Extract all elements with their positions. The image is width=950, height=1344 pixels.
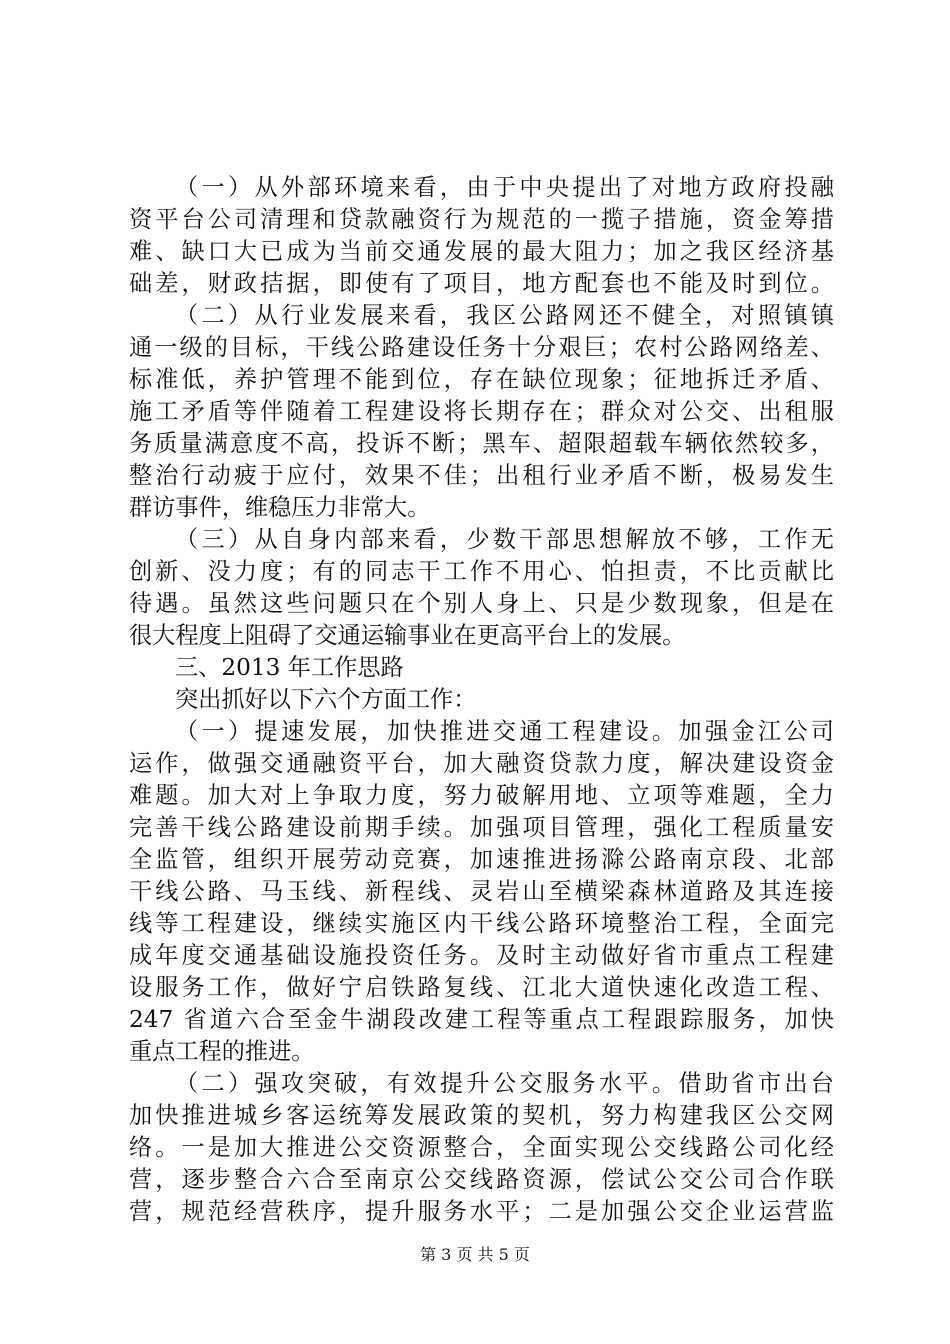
text-line: 加快推进城乡客运统筹发展政策的契机，努力构建我区公交网 <box>129 1102 834 1129</box>
text-line: 通一级的目标，干线公路建设任务十分艰巨；农村公路网络差、 <box>129 334 834 361</box>
text-line: （三）从自身内部来看，少数干部思想解放不够，工作无 <box>175 526 834 553</box>
text-line: 线等工程建设，继续实施区内干线公路环境整治工程，全面完 <box>129 910 834 937</box>
text-line: 成年度交通基础设施投资任务。及时主动做好省市重点工程建 <box>129 942 834 969</box>
text-line: （一）提速发展，加快推进交通工程建设。加强金江公司 <box>175 718 834 745</box>
text-line: 资平台公司清理和贷款融资行为规范的一揽子措施，资金筹措 <box>129 206 834 233</box>
text-line: 难题。加大对上争取力度，努力破解用地、立项等难题，全力 <box>129 782 834 809</box>
text-line: 群访事件，维稳压力非常大。 <box>129 494 431 521</box>
text-line: （二）强攻突破，有效提升公交服务水平。借助省市出台 <box>175 1070 834 1097</box>
text-line: 难、缺口大已成为当前交通发展的最大阻力；加之我区经济基 <box>129 238 834 265</box>
text-line: 突出抓好以下六个方面工作： <box>175 686 477 713</box>
text-line: 标准低，养护管理不能到位，存在缺位现象；征地拆迁矛盾、 <box>129 366 834 393</box>
text-line: 运作，做强交通融资平台，加大融资贷款力度，解决建设资金 <box>129 750 834 777</box>
text-line: 础差，财政拮据，即使有了项目，地方配套也不能及时到位。 <box>129 270 834 297</box>
text-line: 创新、没力度；有的同志干工作不用心、怕担责，不比贡献比 <box>129 558 834 585</box>
text-line: 设服务工作，做好宁启铁路复线、江北大道快速化改造工程、 <box>129 974 834 1001</box>
text-line: 干线公路、马玉线、新程线、灵岩山至横梁森林道路及其连接 <box>129 878 834 905</box>
text-line: 待遇。虽然这些问题只在个别人身上、只是少数现象，但是在 <box>129 590 834 617</box>
text-line: 施工矛盾等伴随着工程建设将长期存在；群众对公交、出租服 <box>129 398 834 425</box>
text-line: 营，逐步整合六合至南京公交线路资源，偿试公交公司合作联 <box>129 1166 834 1193</box>
text-line: （二）从行业发展来看，我区公路网还不健全，对照镇镇 <box>175 302 834 329</box>
document-body <box>129 172 834 1228</box>
text-line: 完善干线公路建设前期手续。加强项目管理，强化工程质量安 <box>129 814 834 841</box>
text-line: 全监管，组织开展劳动竞赛，加速推进扬滁公路南京段、北部 <box>129 846 834 873</box>
text-line: 务质量满意度不高，投诉不断；黑车、超限超载车辆依然较多， <box>129 430 834 457</box>
text-line: 营，规范经营秩序，提升服务水平；二是加强公交企业运营监 <box>129 1198 834 1225</box>
text-line: 247 省道六合至金牛湖段改建工程等重点工程跟踪服务，加快 <box>129 1006 834 1033</box>
text-line: 三、2013 年工作思路 <box>175 654 404 681</box>
text-line: （一）从外部环境来看，由于中央提出了对地方政府投融 <box>175 174 834 201</box>
text-line: 整治行动疲于应付，效果不佳；出租行业矛盾不断，极易发生 <box>129 462 834 489</box>
page-footer: 第 3 页 共 5 页 <box>420 1245 530 1264</box>
text-line: 很大程度上阻碍了交通运输事业在更高平台上的发展。 <box>129 622 686 649</box>
text-line: 络。一是加大推进公交资源整合，全面实现公交线路公司化经 <box>129 1134 834 1161</box>
text-line: 重点工程的推进。 <box>129 1038 315 1065</box>
